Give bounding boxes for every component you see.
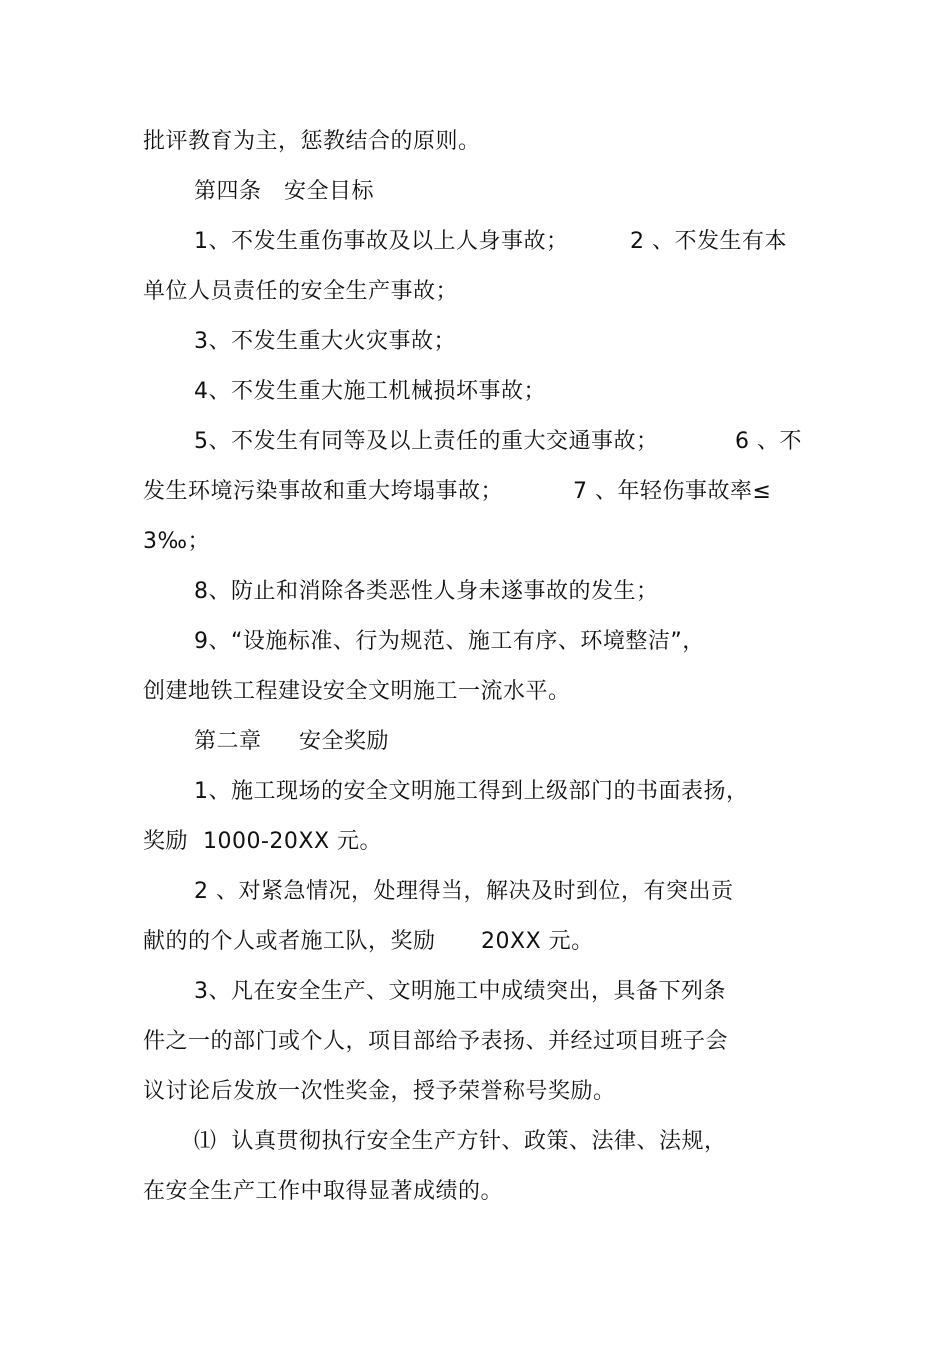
paragraph-line: 3‰； (143, 529, 211, 554)
paragraph-line: 单位人员责任的安全生产事故； (143, 279, 459, 304)
paragraph-line: 6 、不 (735, 429, 802, 454)
paragraph-line: 8、防止和消除各类恶性人身未遂事故的发生； (194, 579, 659, 604)
paragraph-line: 在安全生产工作中取得显著成绩的。 (143, 1179, 504, 1204)
paragraph-line: 1、施工现场的安全文明施工得到上级部门的书面表扬， (194, 779, 749, 804)
paragraph-line: 献的的个人或者施工队，奖励 (143, 929, 436, 954)
paragraph-line: ⑴ 认真贯彻执行安全生产方针、政策、法律、法规， (194, 1129, 727, 1154)
paragraph-line: 议讨论后发放一次性奖金，授予荣誉称号奖励。 (143, 1079, 616, 1104)
section-heading: 第四条 安全目标 (194, 179, 375, 204)
paragraph-line: 批评教育为主，惩教结合的原则。 (143, 129, 481, 154)
paragraph-line: 奖励 1000-20XX 元。 (143, 829, 383, 854)
paragraph-line: 4、不发生重大施工机械损坏事故； (194, 379, 546, 404)
chapter-heading: 第二章 安全奖励 (194, 729, 389, 754)
paragraph-line: 7 、年轻伤事故率≤ (573, 479, 772, 504)
paragraph-line: 3、不发生重大火灾事故； (194, 329, 456, 354)
paragraph-line: 9、“设施标准、行为规范、施工有序、环境整洁”， (194, 629, 705, 654)
paragraph-line: 20XX 元。 (481, 929, 594, 954)
paragraph-line: 发生环境污染事故和重大垮塌事故； (143, 479, 504, 504)
paragraph-line: 件之一的部门或个人，项目部给予表扬、并经过项目班子会 (143, 1029, 729, 1054)
paragraph-line: 3、凡在安全生产、文明施工中成绩突出，具备下列条 (194, 979, 726, 1004)
paragraph-line: 2 、不发生有本 (630, 229, 787, 254)
paragraph-line: 2 、对紧急情况，处理得当，解决及时到位，有突出贡 (194, 879, 734, 904)
paragraph-line: 创建地铁工程建设安全文明施工一流水平。 (143, 679, 571, 704)
paragraph-line: 5、不发生有同等及以上责任的重大交通事故； (194, 429, 659, 454)
paragraph-line: 1、不发生重伤事故及以上人身事故； (194, 229, 569, 254)
